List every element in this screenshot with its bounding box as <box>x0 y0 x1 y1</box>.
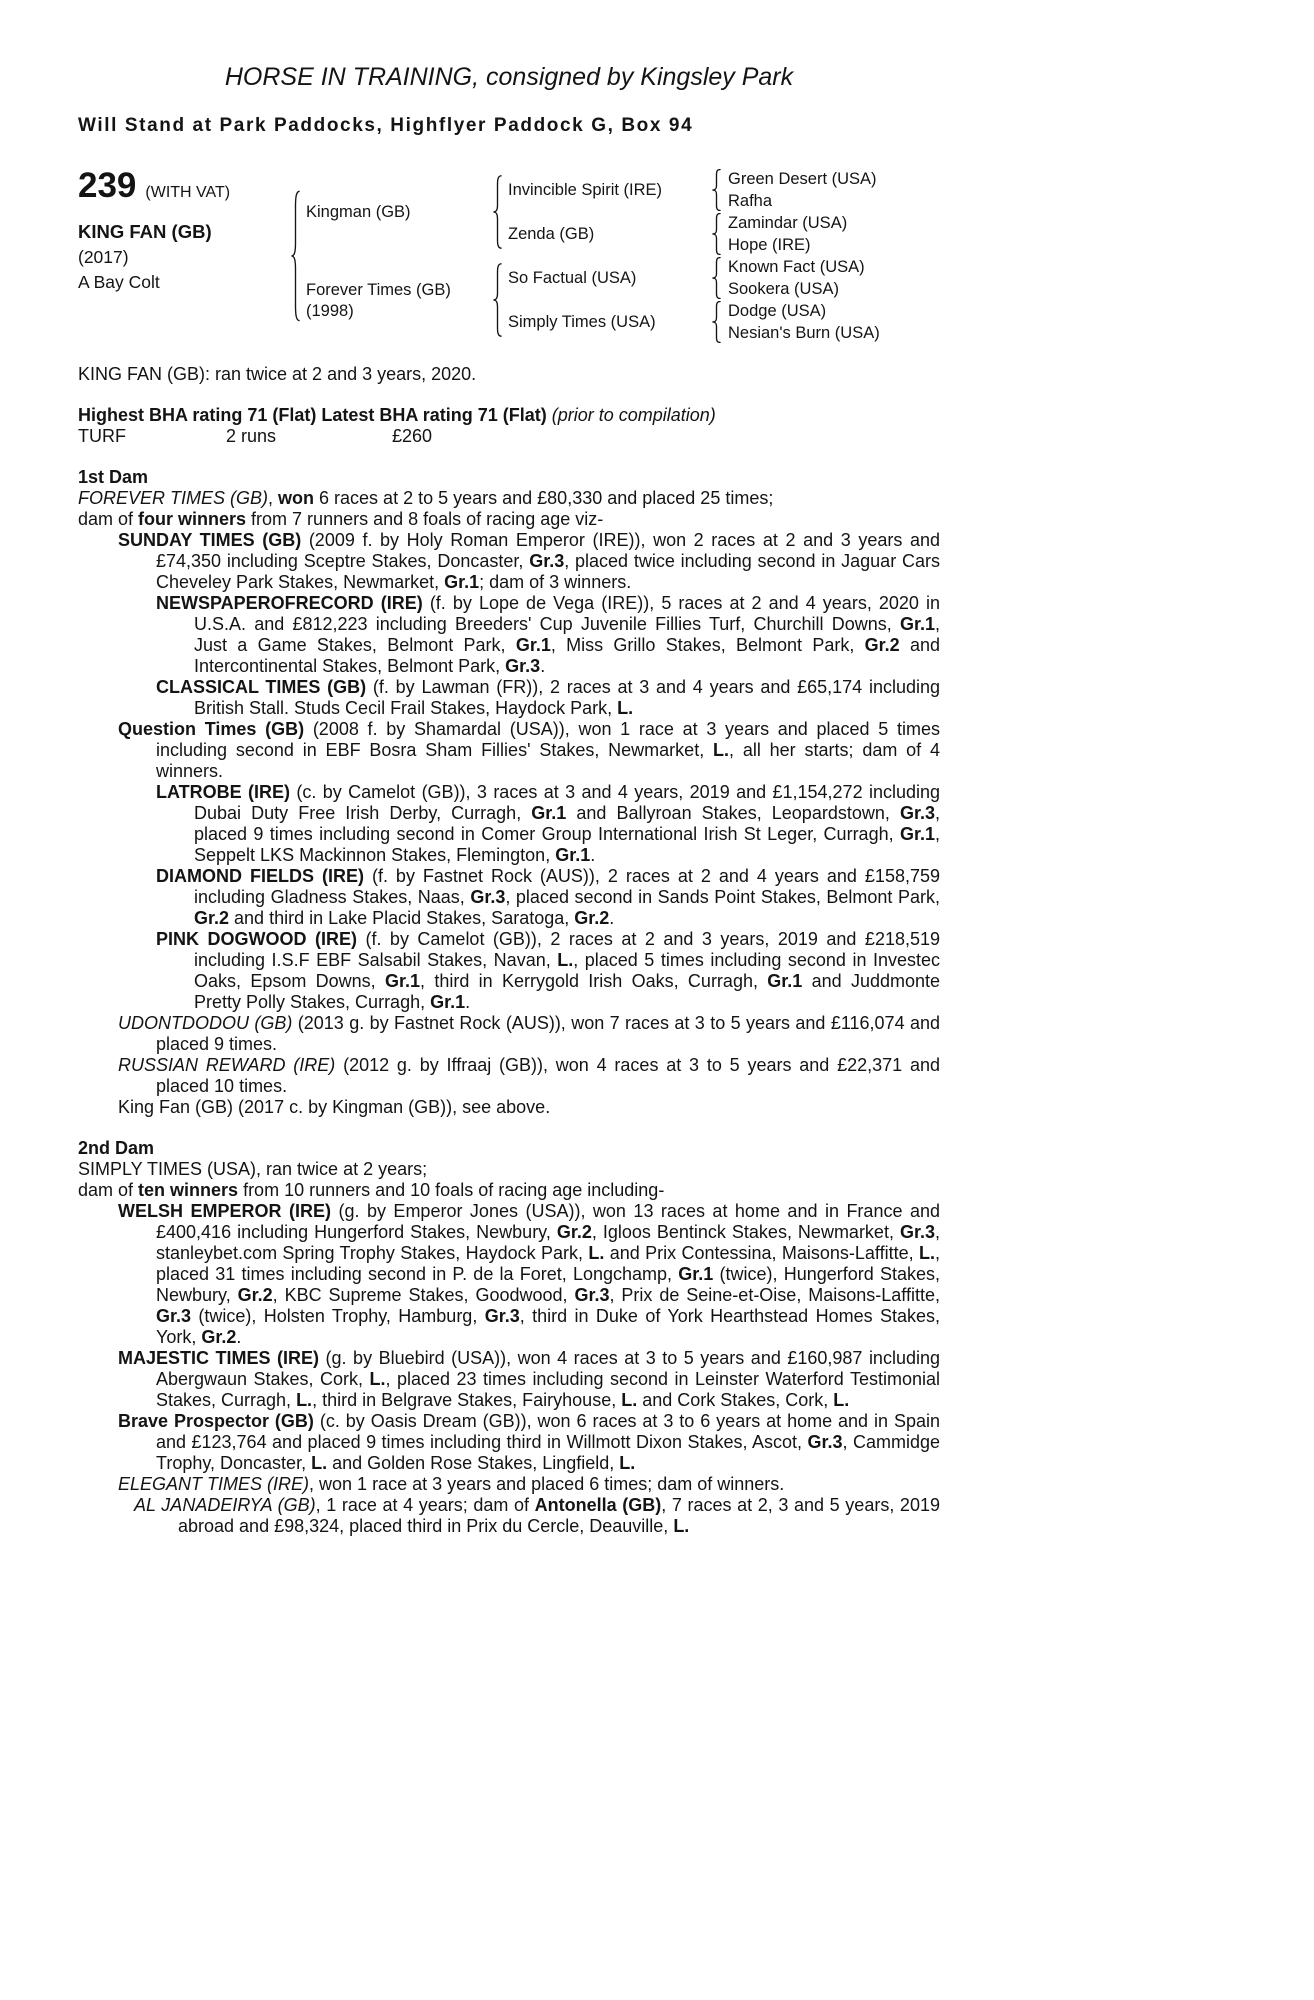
lot-number: 239 <box>78 166 137 205</box>
pedigree-brace <box>284 168 306 344</box>
pedigree-brace <box>704 256 728 300</box>
text-run: and Cork Stakes, Cork, <box>637 1390 834 1410</box>
pedigree-great-grandparent: Hope (IRE) <box>728 236 811 254</box>
race-record-summary: KING FAN (GB): ran twice at 2 and 3 years, 2020. <box>78 364 477 384</box>
text-run: won <box>278 488 315 508</box>
pedigree-table <box>284 168 946 344</box>
pedigree-great-grandparent: Dodge (USA) <box>728 302 827 320</box>
progeny-pink-dogwood <box>78 929 940 1013</box>
text-run: L. <box>557 950 574 970</box>
text-run: Gr.1 <box>899 614 935 634</box>
text-run: . <box>465 992 471 1012</box>
text-run: Highest BHA rating 71 (Flat) Latest BHA rating 71 (Flat) <box>78 405 552 425</box>
text-run: ten winners <box>138 1180 239 1200</box>
pedigree-great-grandparent: Zamindar (USA) <box>728 214 848 232</box>
text-run: and third in Lake Placid Stakes, Saratoga, <box>229 908 575 928</box>
text-run: PINK DOGWOOD (IRE) <box>156 929 357 949</box>
text-run: L. <box>621 1390 638 1410</box>
text-run: (f. by Camelot (GB)), 2 races at 2 and 3 years, 2019 and £218,519 including I.S.F EBF Salsabil Stakes, Navan, <box>194 929 941 970</box>
lot-pedigree-area <box>78 168 940 344</box>
text-run: Gr.1 <box>430 992 466 1012</box>
text-run: , won 1 race at 3 years and placed 6 times; dam of winners. <box>309 1474 785 1494</box>
text-run: , placed 9 times including second in Comer Group International Irish St Leger, Curragh, <box>194 803 940 844</box>
text-run: Gr.1 <box>444 572 480 592</box>
pedigree-great-grandparent: Known Fact (USA) <box>728 258 865 276</box>
text-run: , third in Belgrave Stakes, Fairyhouse, <box>312 1390 622 1410</box>
text-run: (g. by Emperor Jones (USA)), won 13 races at home and in France and £400,416 including Hungerford Stakes, Newbury, <box>156 1201 940 1242</box>
text-run: Gr.3 <box>470 887 506 907</box>
text-run: 6 races at 2 to 5 years and £80,330 and placed 25 times; <box>314 488 774 508</box>
pedigree-great-grandparent: Rafha <box>728 192 773 210</box>
text-run: , Seppelt LKS Mackinnon Stakes, Flemington, <box>194 824 940 865</box>
colour-sex: A Bay Colt <box>78 272 160 292</box>
dam2-race-summary <box>78 1159 940 1180</box>
text-run: , Prix de Seine-et-Oise, Maisons-Laffitte, <box>609 1285 940 1305</box>
lot-info <box>78 168 284 344</box>
progeny-sunday-times <box>78 530 940 593</box>
text-run: , Igloos Bentinck Stakes, Newmarket, <box>591 1222 900 1242</box>
text-run: Question Times (GB) <box>118 719 305 739</box>
text-run: , all her starts; dam of 4 winners. <box>156 740 940 781</box>
progeny-al-janadeirya <box>78 1495 940 1537</box>
vat-note: (WITH VAT) <box>145 184 231 201</box>
text-run: (c. by Oasis Dream (GB)), won 6 races at 3 to 6 years at home and in Spain and £123,764 and placed 9 times including third in Willmott Dixon Stakes, Ascot, <box>156 1411 940 1452</box>
text-run: CLASSICAL TIMES (GB) <box>156 677 367 697</box>
text-run: Gr.2 <box>864 635 900 655</box>
progeny-classical-times <box>78 677 940 719</box>
text-run: , placed second in Sands Point Stakes, Belmont Park, <box>505 887 940 907</box>
text-run: (f. by Lawman (FR)), 2 races at 3 and 4 years and £65,174 including British Stall. Studs Cecil Frail Stakes, Haydock Park, <box>194 677 940 718</box>
text-run: Gr.1 <box>515 635 551 655</box>
text-run: L. <box>588 1243 605 1263</box>
bha-rating-line <box>78 405 940 426</box>
dam-year: (1998) <box>306 301 354 320</box>
text-run: , Just a Game Stakes, Belmont Park, <box>194 614 940 655</box>
dam-race-summary <box>78 488 940 509</box>
stand-location: Will Stand at Park Paddocks, Highflyer Paddock G, Box 94 <box>78 115 694 136</box>
text-run: (prior to compilation) <box>551 405 716 425</box>
progeny-udontdodou <box>78 1013 940 1055</box>
pedigree-brace <box>704 168 728 212</box>
pedigree-dam <box>306 256 486 344</box>
text-run: L. <box>673 1516 690 1536</box>
text-run: Gr.2 <box>574 908 610 928</box>
text-run: UDONTDODOU (GB) <box>118 1013 293 1033</box>
text-run: Gr.3 <box>505 656 541 676</box>
text-run: Gr.3 <box>529 551 565 571</box>
text-run: four winners <box>138 509 247 529</box>
first-dam-section <box>78 467 940 1118</box>
text-run: , third in Kerrygold Irish Oaks, Curragh, <box>420 971 768 991</box>
text-run: L. <box>619 1453 636 1473</box>
foal-year: (2017) <box>78 247 129 267</box>
text-run: King Fan (GB) (2017 c. by Kingman (GB)), see above. <box>118 1097 551 1117</box>
progeny-king-fan <box>78 1097 940 1118</box>
text-run: Gr.2 <box>556 1222 592 1242</box>
text-run: (f. by Fastnet Rock (AUS)), 2 races at 2 and 4 years and £158,759 including Gladness Stakes, Naas, <box>194 866 940 907</box>
text-run: (2008 f. by Shamardal (USA)), won 1 race at 3 years and placed 5 times including second in EBF Bosra Sham Fillies' Stakes, Newmarket, <box>156 719 940 760</box>
progeny-question-times <box>78 719 940 782</box>
pedigree-great-grandparent: Green Desert (USA) <box>728 170 877 188</box>
text-run: and Prix Contessina, Maisons-Laffitte, <box>604 1243 919 1263</box>
section-paragraphs <box>78 1159 940 1537</box>
text-run: Antonella (GB) <box>534 1495 662 1515</box>
text-run: , KBC Supreme Stakes, Goodwood, <box>272 1285 575 1305</box>
text-run: , stanleybet.com Spring Trophy Stakes, Haydock Park, <box>156 1222 940 1263</box>
text-run: Gr.1 <box>678 1264 714 1284</box>
page-content <box>78 0 940 1537</box>
text-run: Gr.3 <box>156 1306 192 1326</box>
text-run: FOREVER TIMES (GB) <box>78 488 269 508</box>
section-heading: 1st Dam <box>78 467 149 487</box>
earnings-value: £260 <box>392 426 433 446</box>
dam-name: Forever Times (GB) <box>306 280 451 299</box>
pedigree-great-grandparent: Nesian's Burn (USA) <box>728 324 880 342</box>
pedigree-brace <box>486 168 508 256</box>
text-run: dam of <box>78 509 139 529</box>
text-run: and Golden Rose Stakes, Lingfield, <box>327 1453 620 1473</box>
text-run: Gr.3 <box>899 1222 935 1242</box>
text-run: , placed 23 times including second in Leinster Waterford Testimonial Stakes, Curragh, <box>156 1369 940 1410</box>
text-run: . <box>609 908 615 928</box>
surface-label: TURF <box>78 426 126 446</box>
section-heading: 2nd Dam <box>78 1138 155 1158</box>
text-run: Gr.1 <box>899 824 935 844</box>
text-run: (c. by Camelot (GB)), 3 races at 3 and 4 years, 2019 and £1,154,272 including Dubai Duty Free Irish Derby, Curragh, <box>194 782 940 823</box>
progeny-elegant-times <box>78 1474 940 1495</box>
text-run: MAJESTIC TIMES (IRE) <box>118 1348 320 1368</box>
text-run: , placed 31 times including second in P. de la Foret, Longchamp, <box>156 1243 940 1284</box>
text-run: (2009 f. by Holy Roman Emperor (IRE)), won 2 races at 2 and 3 years and £74,350 including Sceptre Stakes, Doncaster, <box>156 530 940 571</box>
progeny-majestic-times <box>78 1348 940 1411</box>
text-run: Gr.3 <box>484 1306 520 1326</box>
text-run: and Juddmonte Pretty Polly Stakes, Curragh, <box>194 971 941 1012</box>
text-run: . <box>236 1327 242 1347</box>
text-run: (twice), Hungerford Stakes, Newbury, <box>156 1264 941 1305</box>
text-run: RUSSIAN REWARD (IRE) <box>118 1055 336 1075</box>
sire-name: Kingman (GB) <box>306 202 411 221</box>
text-run: L. <box>918 1243 935 1263</box>
text-run: AL JANADEIRYA (GB) <box>134 1495 316 1515</box>
pedigree-dam-dam: Simply Times (USA) <box>508 313 656 331</box>
text-run: Gr.1 <box>767 971 803 991</box>
progeny-brave-prospector <box>78 1411 940 1474</box>
text-run: LATROBE (IRE) <box>156 782 291 802</box>
dam2-produce-intro <box>78 1180 940 1201</box>
progeny-diamond-fields <box>78 866 940 929</box>
pedigree-brace <box>704 212 728 256</box>
progeny-welsh-emperor <box>78 1201 940 1348</box>
text-run: Gr.2 <box>201 1327 237 1347</box>
text-run: Gr.1 <box>531 803 567 823</box>
text-run: , Cammidge Trophy, Doncaster, <box>156 1432 941 1473</box>
text-run: , Miss Grillo Stakes, Belmont Park, <box>550 635 865 655</box>
text-run: , third in Duke of York Hearthstead Homes Stakes, York, <box>156 1306 940 1347</box>
text-run: L. <box>713 740 730 760</box>
pedigree-sire <box>306 168 486 256</box>
text-run: L. <box>311 1453 328 1473</box>
runs-value: 2 runs <box>226 426 277 446</box>
pedigree-brace <box>486 256 508 344</box>
text-run: Gr.3 <box>899 803 935 823</box>
text-run: Gr.1 <box>384 971 421 991</box>
text-run: , 1 race at 4 years; dam of <box>315 1495 535 1515</box>
text-run: L. <box>833 1390 850 1410</box>
text-run: SUNDAY TIMES (GB) <box>118 530 302 550</box>
text-run: (twice), Holsten Trophy, Hamburg, <box>191 1306 485 1326</box>
text-run: L. <box>296 1390 313 1410</box>
text-run: WELSH EMPEROR (IRE) <box>118 1201 331 1221</box>
text-run: , <box>268 488 279 508</box>
text-run: Gr.3 <box>807 1432 843 1452</box>
progeny-newspaperofrecord <box>78 593 940 677</box>
text-run: (2013 g. by Fastnet Rock (AUS)), won 7 races at 3 to 5 years and £116,074 and placed 9 times. <box>156 1013 940 1054</box>
pedigree-sire-dam: Zenda (GB) <box>508 225 595 243</box>
section-paragraphs <box>78 488 940 1118</box>
text-run: (2012 g. by Iffraaj (GB)), won 4 races at 3 to 5 years and £22,371 and placed 10 times. <box>156 1055 940 1096</box>
progeny-russian-reward <box>78 1055 940 1097</box>
text-run: , placed twice including second in Jaguar Cars Cheveley Park Stakes, Newmarket, <box>156 551 940 592</box>
race-record-stats <box>78 426 940 447</box>
pedigree-great-grandparent: Sookera (USA) <box>728 280 839 298</box>
text-run: Gr.3 <box>574 1285 610 1305</box>
dam-produce-intro <box>78 509 940 530</box>
text-run: L. <box>617 698 634 718</box>
text-run: , 7 races at 2, 3 and 5 years, 2019 abroad and £98,324, placed third in Prix du Cercle, Deauville, <box>178 1495 940 1536</box>
pedigree-dam-sire: So Factual (USA) <box>508 269 637 287</box>
text-run: Brave Prospector (GB) <box>118 1411 314 1431</box>
text-run: and Intercontinental Stakes, Belmont Park, <box>194 635 940 676</box>
second-dam-section <box>78 1138 940 1537</box>
text-run: from 7 runners and 8 foals of racing age viz- <box>246 509 604 529</box>
text-run: ; dam of 3 winners. <box>479 572 632 592</box>
pedigree-sire-sire: Invincible Spirit (IRE) <box>508 181 663 199</box>
text-run: , placed 5 times including second in Investec Oaks, Epsom Downs, <box>194 950 941 991</box>
text-run: . <box>590 845 596 865</box>
lot-number-row <box>78 168 284 203</box>
horse-name: KING FAN (GB) <box>78 221 212 242</box>
text-run: ELEGANT TIMES (IRE) <box>118 1474 310 1494</box>
text-run: Gr.1 <box>555 845 591 865</box>
text-run: L. <box>369 1369 386 1389</box>
text-run: from 10 runners and 10 foals of racing age including- <box>238 1180 665 1200</box>
catalogue-body <box>78 364 940 1537</box>
text-run: DIAMOND FIELDS (IRE) <box>156 866 364 886</box>
progeny-latrobe <box>78 782 940 866</box>
pedigree-brace <box>704 300 728 344</box>
page-title: HORSE IN TRAINING, consigned by Kingsley Park <box>224 63 794 91</box>
text-run: dam of <box>78 1180 139 1200</box>
text-run: and Ballyroan Stakes, Leopardstown, <box>566 803 900 823</box>
text-run: SIMPLY TIMES (USA), ran twice at 2 years; <box>78 1159 428 1179</box>
text-run: Gr.2 <box>194 908 230 928</box>
text-run: (f. by Lope de Vega (IRE)), 5 races at 2 and 4 years, 2020 in U.S.A. and £812,223 including Breeders' Cup Juvenile Fillies Turf, Churchill Downs, <box>194 593 940 634</box>
text-run: . <box>540 656 546 676</box>
text-run: NEWSPAPEROFRECORD (IRE) <box>156 593 423 613</box>
text-run: Gr.2 <box>237 1285 273 1305</box>
text-run: (g. by Bluebird (USA)), won 4 races at 3 to 5 years and £160,987 including Abergwaun Stakes, Cork, <box>156 1348 940 1389</box>
